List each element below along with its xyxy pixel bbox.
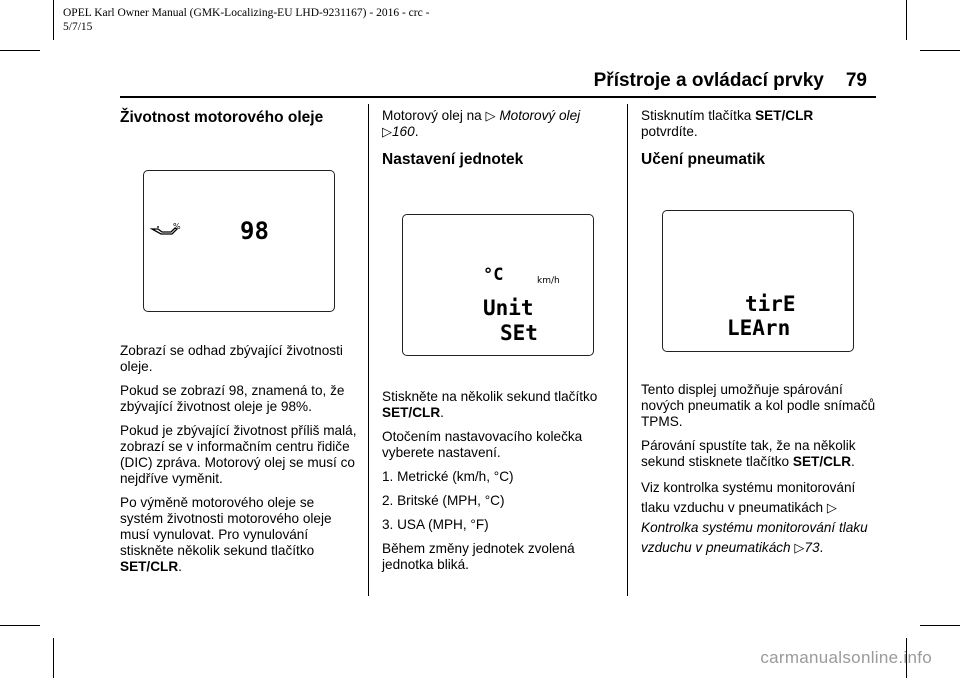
units-display-graphic	[403, 215, 593, 355]
punctuation: .	[819, 540, 824, 555]
paragraph-text: Stiskněte na několik sekund tlačítko	[382, 389, 598, 404]
reference-arrow-icon: ▷	[485, 108, 496, 123]
crop-mark	[920, 625, 960, 626]
list-item: 2. Britské (MPH, °C)	[382, 493, 505, 508]
page-header	[594, 70, 867, 92]
section-title: Přístroje a ovládací prvky	[593, 70, 824, 91]
paragraph: Tento displej umožňuje spárování nových pneumatik a kol podle snímačů TPMS.	[641, 382, 876, 429]
section-heading-oil-life: Životnost motorového oleje	[120, 109, 324, 126]
cross-reference-link[interactable]: Motorový olej	[499, 108, 581, 123]
punctuation: .	[414, 124, 419, 139]
display-line-tire: tirE	[745, 292, 796, 316]
paragraph-text: potvrdíte.	[641, 124, 698, 139]
page-number: 79	[845, 70, 867, 91]
cross-reference-page[interactable]: 160	[392, 124, 415, 139]
column-1-body	[120, 343, 358, 583]
temperature-unit: °C	[483, 265, 504, 285]
document-meta	[63, 6, 429, 34]
paragraph	[641, 108, 881, 140]
button-name-set-clr: SET/CLR	[120, 559, 179, 574]
punctuation: .	[440, 405, 444, 420]
column-divider	[627, 104, 628, 596]
list-item: 3. USA (MPH, °F)	[382, 517, 489, 532]
watermark: carmanualsonline.info	[760, 648, 932, 667]
meta-line-1: OPEL Karl Owner Manual (GMK-Localizing-EU LHD-9231167) - 2016 - crc -	[63, 7, 430, 19]
tire-learn-display	[662, 210, 854, 352]
oil-life-value: 98	[240, 217, 269, 245]
display-line-unit: Unit	[483, 296, 534, 320]
oil-life-display	[143, 170, 335, 312]
paragraph	[641, 478, 881, 558]
paragraph-text: Viz kontrolka systému monitorování tlaku vzduchu v pneumatikách	[641, 480, 856, 515]
section-heading-tire-learn: Učení pneumatik	[641, 151, 766, 168]
reference-arrow-icon: ▷	[382, 124, 392, 139]
column-2	[382, 108, 618, 169]
crop-mark	[0, 625, 40, 626]
display-line-set: SEt	[500, 321, 538, 345]
paragraph-text: Motorový olej na	[382, 108, 482, 123]
punctuation: .	[178, 559, 182, 574]
column-3-body	[641, 382, 881, 566]
oil-life-display-graphic	[144, 171, 334, 311]
button-name-set-clr: SET/CLR	[382, 405, 441, 420]
paragraph: Pokud je zbývající životnost příliš malá, zobrazí se v informačním centru řidiče (DIC) zpráva. Motorový olej se musí co nejdříve vyměnit.	[120, 423, 357, 486]
speed-unit: km/h	[537, 276, 560, 286]
column-2-body	[382, 389, 618, 581]
paragraph: Během změny jednotek zvolená jednotka bliká.	[382, 541, 575, 572]
header-rule	[120, 96, 876, 98]
reference-arrow-icon: ▷	[826, 500, 837, 515]
units-display	[402, 214, 594, 356]
paragraph	[641, 438, 881, 470]
display-line-learn: LEArn	[727, 316, 791, 340]
button-name-set-clr: SET/CLR	[755, 108, 814, 123]
paragraph-text: Stisknutím tlačítka	[641, 108, 752, 123]
paragraph: Otočením nastavovacího kolečka vyberete nastavení.	[382, 429, 583, 460]
crop-mark	[0, 50, 40, 51]
cross-reference-link[interactable]: Kontrolka systému monitorování tlaku vzduchu v pneumatikách	[641, 520, 868, 555]
crop-mark	[53, 638, 54, 678]
paragraph-text: Párování spustíte tak, že na několik sekund stisknete tlačítko	[641, 438, 856, 469]
paragraph: Zobrazí se odhad zbývající životnosti oleje.	[120, 343, 343, 374]
punctuation: .	[851, 454, 855, 469]
list-item: 1. Metrické (km/h, °C)	[382, 469, 514, 484]
column-divider	[368, 104, 369, 596]
crop-mark	[906, 0, 907, 40]
paragraph	[382, 389, 618, 421]
paragraph	[120, 495, 358, 575]
column-3	[641, 108, 881, 169]
section-heading-units: Nastavení jednotek	[382, 151, 524, 168]
crop-mark	[920, 50, 960, 51]
column-1	[120, 108, 358, 127]
meta-line-2: 5/7/15	[63, 21, 93, 33]
oil-life-unit: %	[173, 222, 181, 231]
reference-arrow-icon: ▷	[794, 540, 805, 555]
crop-mark	[53, 0, 54, 40]
paragraph-text: Po výměně motorového oleje se systém životnosti motorového oleje musí vynulovat. Pro vynulování stiskněte několik sekund tlačítko	[120, 495, 332, 558]
paragraph: Pokud se zobrazí 98, znamená to, že zbývající životnost oleje je 98%.	[120, 383, 345, 414]
button-name-set-clr: SET/CLR	[792, 454, 852, 469]
tire-learn-display-graphic	[663, 211, 853, 351]
paragraph	[382, 108, 618, 140]
cross-reference-page[interactable]: 73	[804, 540, 820, 555]
